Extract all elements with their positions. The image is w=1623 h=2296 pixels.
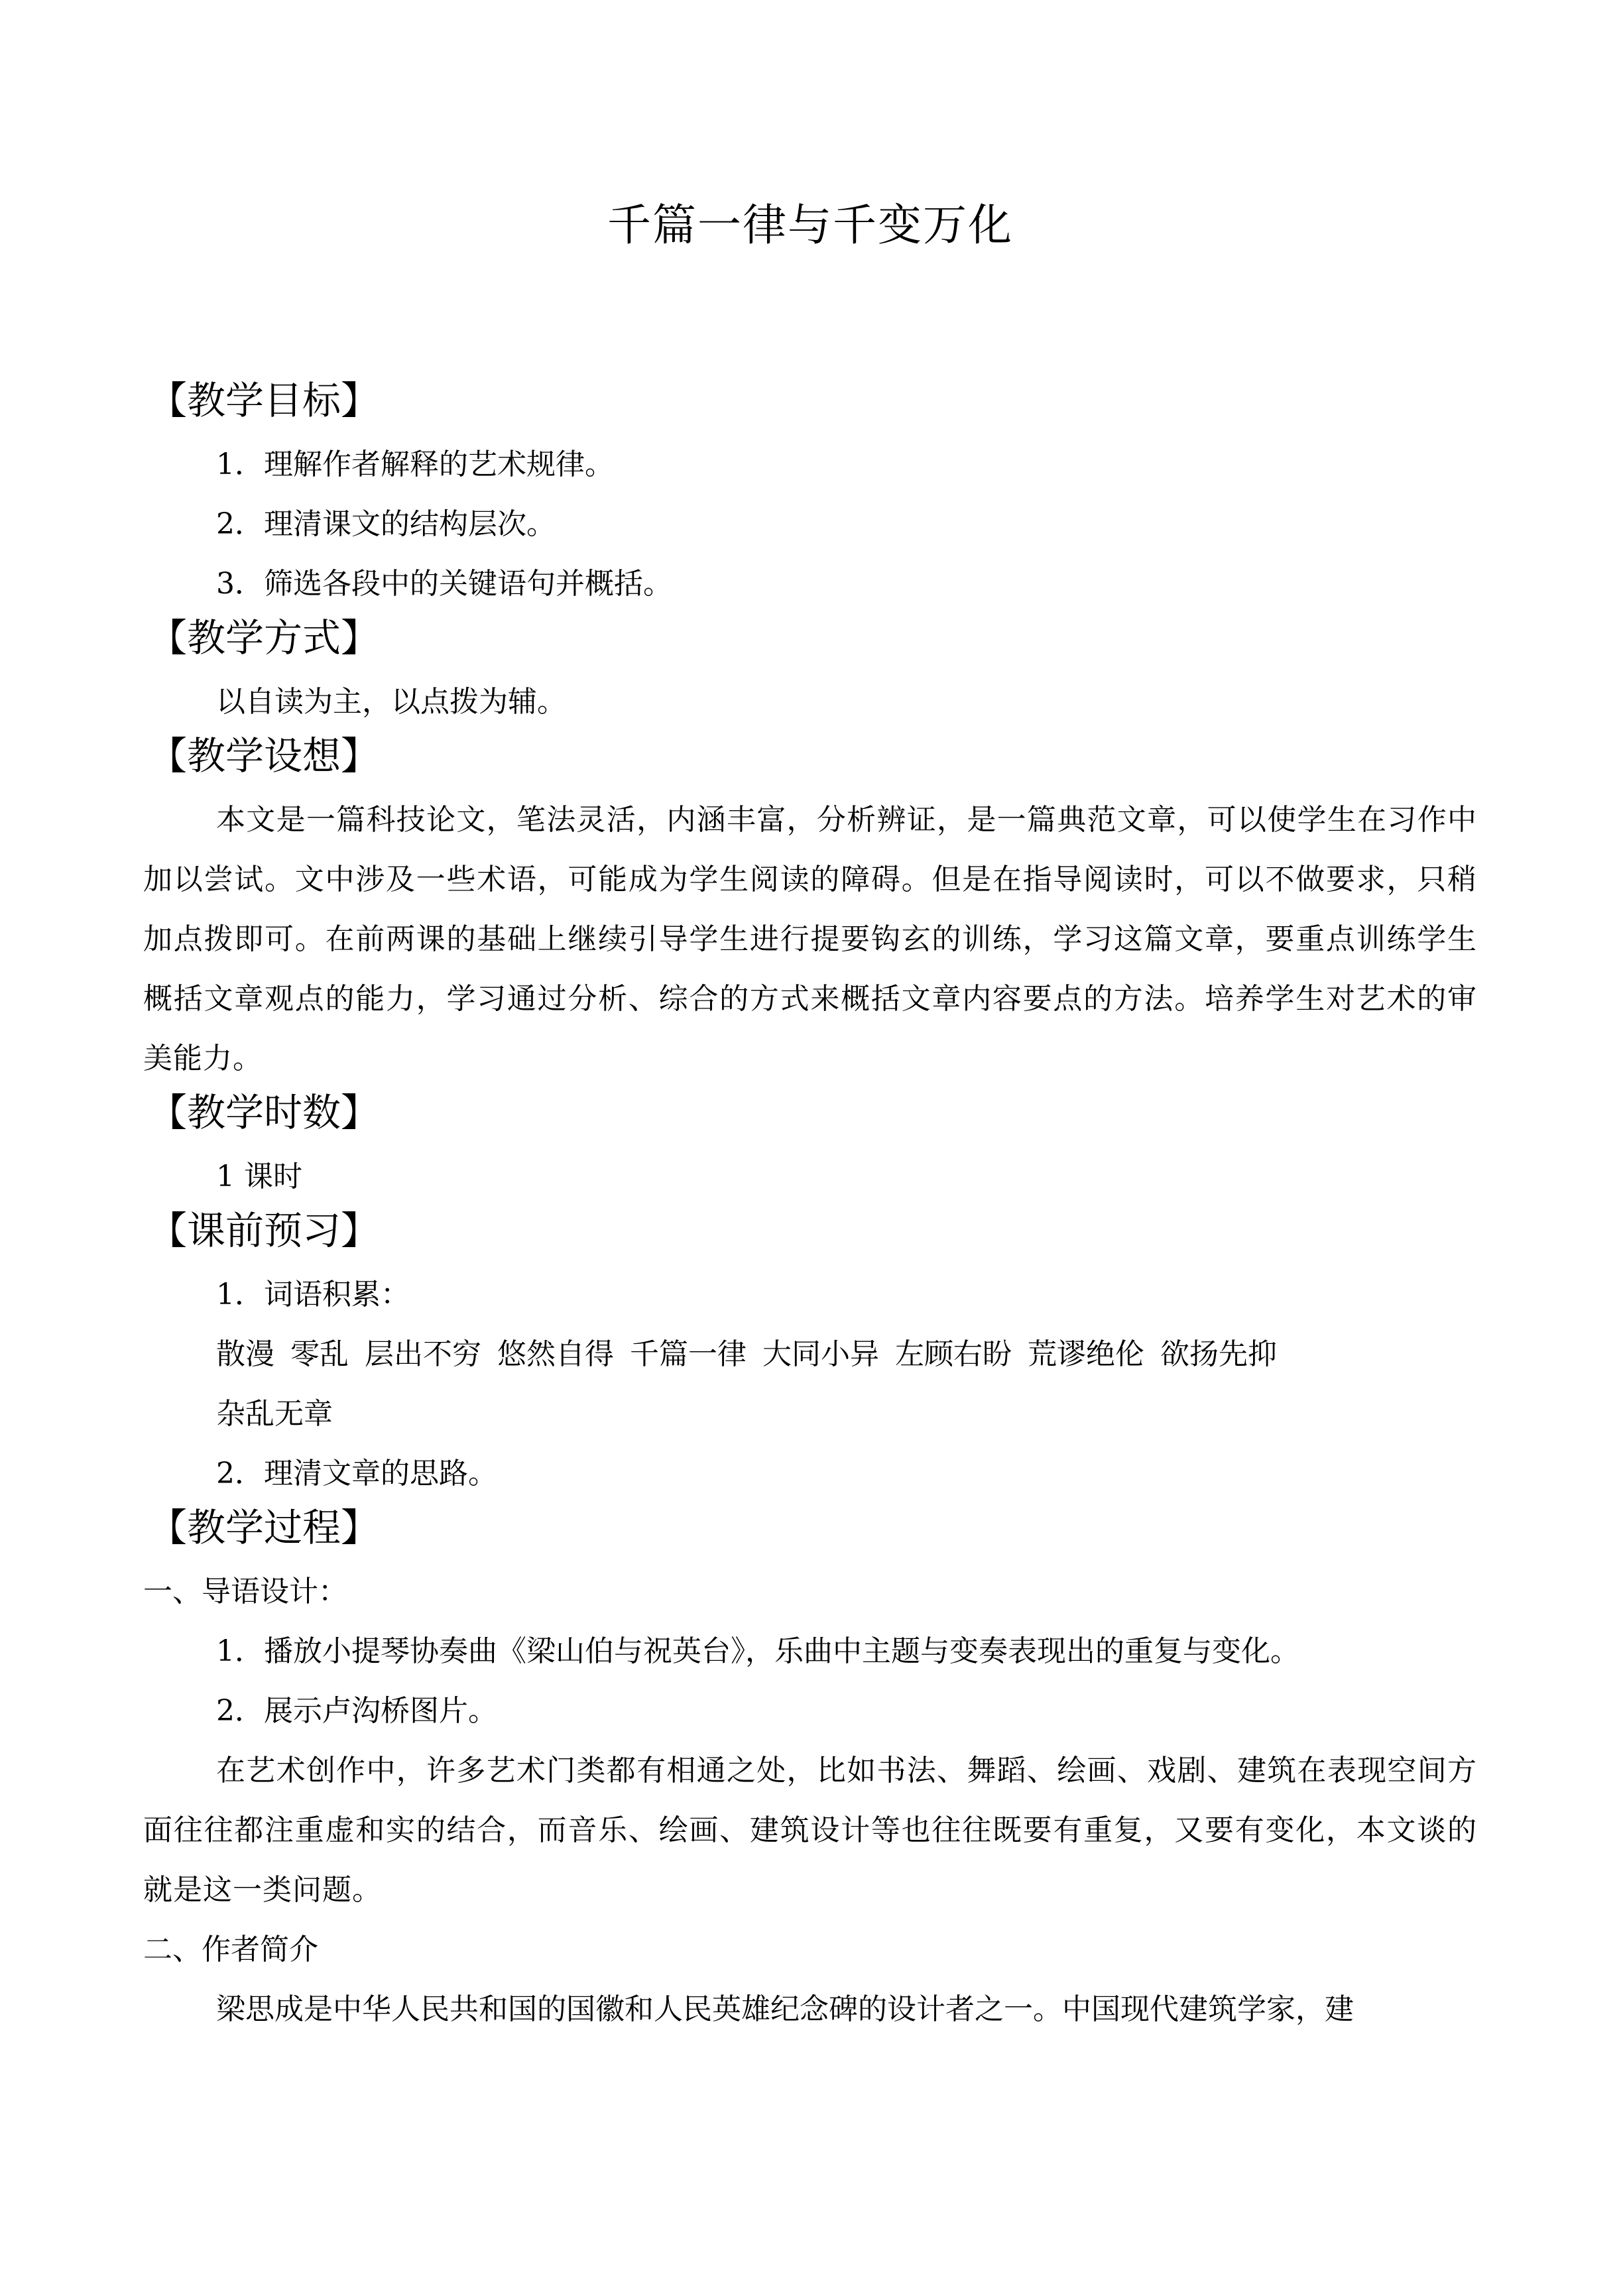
section-heading-process: 【教学过程】 [149, 1505, 380, 1550]
method-text: 以自读为主，以点拨为辅。 [216, 685, 566, 719]
vocab-word: 欲扬先抑 [1160, 1337, 1277, 1371]
vocabulary-list [143, 1325, 1477, 1384]
process-part-title: 二、作者简介 [143, 1933, 318, 1966]
vocab-word: 散漫 [216, 1337, 274, 1371]
process-item: 2．展示卢沟桥图片。 [216, 1694, 497, 1728]
vocab-word: 悠然自得 [497, 1337, 614, 1371]
vocab-word: 荒谬绝伦 [1028, 1337, 1144, 1371]
section-heading-method: 【教学方式】 [149, 615, 380, 660]
document-title: 千篇一律与千变万化 [607, 200, 1013, 251]
preview-item-vocabulary: 1．词语积累： [216, 1278, 410, 1311]
goal-item: 1．理解作者解释的艺术规律。 [216, 448, 614, 481]
goal-item: 2．理清课文的结构层次。 [216, 507, 556, 541]
vocab-word: 零乱 [290, 1337, 349, 1371]
concept-paragraph: 本文是一篇科技论文，笔法灵活，内涵丰富，分析辨证，是一篇典范文章，可以使学生在习作中加以尝试。文中涉及一些术语，可能成为学生阅读的障碍。但是在指导阅读时，可以不做要求，只稍加点拨即可。在前两课的基础上继续引导学生进行提要钩玄的训练，学习这篇文章，要重点训练学生概括文章观点的能力，学习通过分析、综合的方式来概括文章内容要点的方法。培养学生对艺术的审美能力。 [143, 803, 1477, 1075]
process-part-title: 一、导语设计： [143, 1575, 347, 1608]
vocab-word: 千篇一律 [630, 1337, 747, 1371]
section-heading-goals: 【教学目标】 [149, 378, 380, 423]
section-heading-preview: 【课前预习】 [149, 1208, 380, 1253]
preview-item-outline: 2．理清文章的思路。 [216, 1457, 497, 1490]
section-heading-hours: 【教学时数】 [149, 1090, 380, 1135]
intro-paragraph: 在艺术创作中，许多艺术门类都有相通之处，比如书法、舞蹈、绘画、戏剧、建筑在表现空间方面往往都注重虚和实的结合，而音乐、绘画、建筑设计等也往往既要有重复，又要有变化，本文谈的就是这一类问题。 [143, 1754, 1477, 1907]
goal-item: 3．筛选各段中的关键语句并概括。 [216, 567, 672, 601]
process-item: 1．播放小提琴协奏曲《梁山伯与祝英台》，乐曲中主题与变奏表现出的重复与变化。 [216, 1634, 1299, 1668]
vocab-word: 杂乱无章 [216, 1397, 333, 1431]
author-paragraph: 梁思成是中华人民共和国的国徽和人民英雄纪念碑的设计者之一。中国现代建筑学家，建 [216, 1992, 1354, 2026]
document-body [143, 377, 1477, 2039]
vocab-word: 左顾右盼 [895, 1337, 1012, 1371]
vocab-word: 层出不穷 [365, 1337, 481, 1371]
vocab-word: 大同小异 [762, 1337, 879, 1371]
hours-text: 1 课时 [216, 1160, 302, 1193]
section-heading-concept: 【教学设想】 [149, 733, 380, 778]
